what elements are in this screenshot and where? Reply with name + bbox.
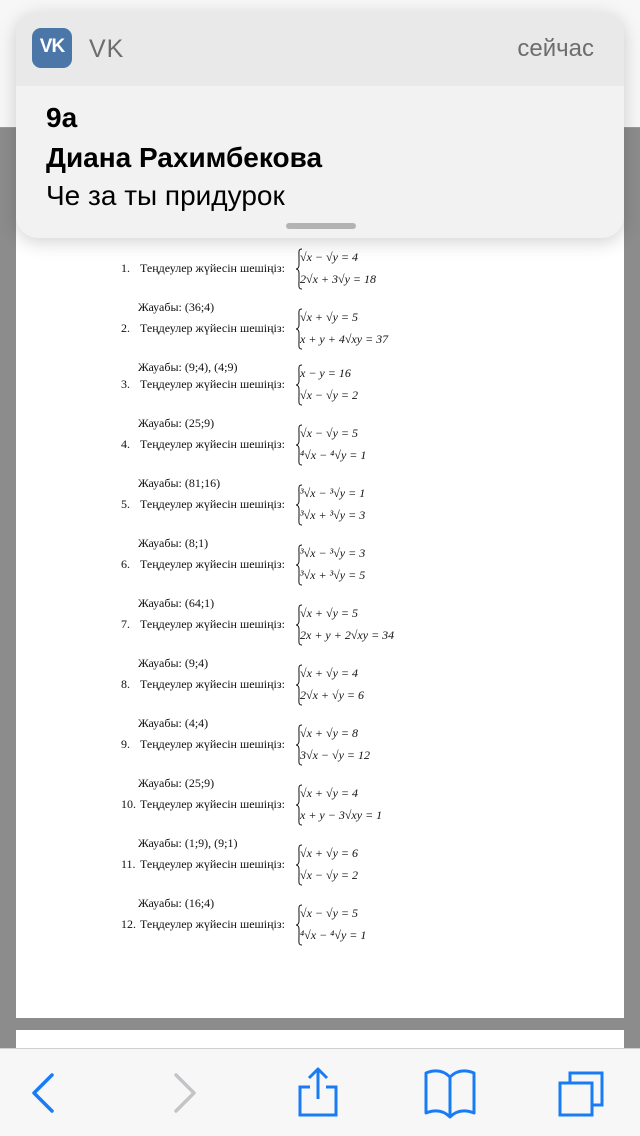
equation-1: √x − √y = 4 (300, 250, 359, 264)
problem-number: 10. (121, 797, 136, 811)
problem-text: Теңдеулер жүйесін шешіңіз: (140, 497, 285, 511)
problem-answer: Жауабы: (25;9) (138, 776, 215, 790)
tabs-button[interactable] (556, 1067, 612, 1119)
tabs-icon (556, 1067, 612, 1119)
problem-row (16, 484, 624, 528)
equation-2: ³√x + ³√y = 3 (300, 508, 366, 522)
equation-1: √x + √y = 5 (300, 606, 359, 620)
equation-1: √x + √y = 4 (300, 786, 359, 800)
equation-2: ³√x + ³√y = 5 (300, 568, 366, 582)
problem-answer: Жауабы: (4;4) (138, 716, 209, 730)
problem-text: Теңдеулер жүйесін шешіңіз: (140, 857, 285, 871)
problem-answer: Жауабы: (81;16) (138, 476, 221, 490)
problem-number: 9. (121, 737, 130, 751)
problem-text: Теңдеулер жүйесін шешіңіз: (140, 437, 285, 451)
chevron-right-icon (156, 1067, 212, 1119)
notification-message: Че за ты придурок (46, 180, 285, 211)
equation-1: √x + √y = 4 (300, 666, 359, 680)
problem-number: 1. (121, 261, 130, 275)
problem-number: 6. (121, 557, 130, 571)
problem-text: Теңдеулер жүйесін шешіңіз: (140, 557, 285, 571)
problem-row (16, 724, 624, 768)
problem-text: Теңдеулер жүйесін шешіңіз: (140, 917, 285, 931)
chevron-left-icon (16, 1067, 72, 1119)
problem-row (16, 544, 624, 588)
equation-1: √x + √y = 5 (300, 310, 359, 324)
equation-2: x + y + 4√xy = 37 (300, 332, 389, 346)
problem-text: Теңдеулер жүйесін шешіңіз: (140, 797, 285, 811)
equation-2: x + y − 3√xy = 1 (300, 808, 383, 822)
notification-grabber[interactable] (286, 223, 356, 229)
problem-text: Теңдеулер жүйесін шешіңіз: (140, 261, 285, 275)
problem-number: 12. (121, 917, 136, 931)
problem-number: 11. (121, 857, 136, 871)
equation-1: x − y = 16 (300, 366, 351, 380)
share-icon (290, 1067, 346, 1119)
problem-number: 2. (121, 321, 130, 335)
share-button[interactable] (290, 1067, 346, 1119)
problem-answer: Жауабы: (36;4) (138, 300, 215, 314)
equation-2: 2√x + √y = 6 (300, 688, 365, 702)
equation-1: √x − √y = 5 (300, 906, 359, 920)
book-icon (422, 1067, 478, 1119)
problem-answer: Жауабы: (8;1) (138, 536, 209, 550)
document-page[interactable] (16, 128, 624, 1018)
problem-number: 5. (121, 497, 130, 511)
problem-row (16, 664, 624, 708)
notification-title: 9а (46, 102, 78, 133)
problem-answer: Жауабы: (25;9) (138, 416, 215, 430)
browser-toolbar (0, 1048, 640, 1136)
problem-text: Теңдеулер жүйесін шешіңіз: (140, 321, 285, 335)
forward-button[interactable] (156, 1067, 212, 1119)
problem-text: Теңдеулер жүйесін шешіңіз: (140, 677, 285, 691)
problem-number: 3. (121, 377, 130, 391)
notification-banner[interactable] (16, 12, 624, 238)
equation-2: √x − √y = 2 (300, 868, 359, 882)
problem-answer: Жауабы: (9;4), (4;9) (138, 360, 238, 374)
equation-1: √x + √y = 6 (300, 846, 359, 860)
problem-answer: Жауабы: (9;4) (138, 656, 209, 670)
equation-1: ³√x − ³√y = 3 (300, 546, 366, 560)
notification-sender: Диана Рахимбекова (46, 142, 323, 173)
problem-row (16, 308, 624, 352)
problem-answer: Жауабы: (16;4) (138, 896, 215, 910)
notification-header (16, 12, 624, 86)
equation-2: 3√x − √y = 12 (300, 748, 371, 762)
problem-row (16, 248, 624, 292)
problem-text: Теңдеулер жүйесін шешіңіз: (140, 737, 285, 751)
equation-2: ⁴√x − ⁴√y = 1 (300, 928, 367, 942)
problem-number: 8. (121, 677, 130, 691)
problem-number: 7. (121, 617, 130, 631)
problem-row (16, 784, 624, 828)
problem-row (16, 904, 624, 948)
problem-text: Теңдеулер жүйесін шешіңіз: (140, 377, 285, 391)
problem-row (16, 364, 624, 408)
problem-row (16, 604, 624, 648)
equation-1: ³√x − ³√y = 1 (300, 486, 366, 500)
vk-logo-icon (32, 28, 72, 68)
vk-logo-text: VK (39, 36, 65, 57)
problem-row (16, 844, 624, 888)
problem-row (16, 424, 624, 468)
notification-app-name: VK (89, 35, 125, 63)
bookmarks-button[interactable] (422, 1067, 478, 1119)
equation-2: 2√x + 3√y = 18 (300, 272, 377, 286)
equation-1: √x − √y = 5 (300, 426, 359, 440)
equation-2: ⁴√x − ⁴√y = 1 (300, 448, 367, 462)
problem-answer: Жауабы: (64;1) (138, 596, 215, 610)
problem-text: Теңдеулер жүйесін шешіңіз: (140, 617, 285, 631)
equation-2: √x − √y = 2 (300, 388, 359, 402)
equation-2: 2x + y + 2√xy = 34 (300, 628, 395, 642)
notification-time: сейчас (517, 35, 594, 62)
back-button[interactable] (16, 1067, 72, 1119)
problem-number: 4. (121, 437, 130, 451)
problem-answer: Жауабы: (1;9), (9;1) (138, 836, 238, 850)
equation-1: √x + √y = 8 (300, 726, 359, 740)
